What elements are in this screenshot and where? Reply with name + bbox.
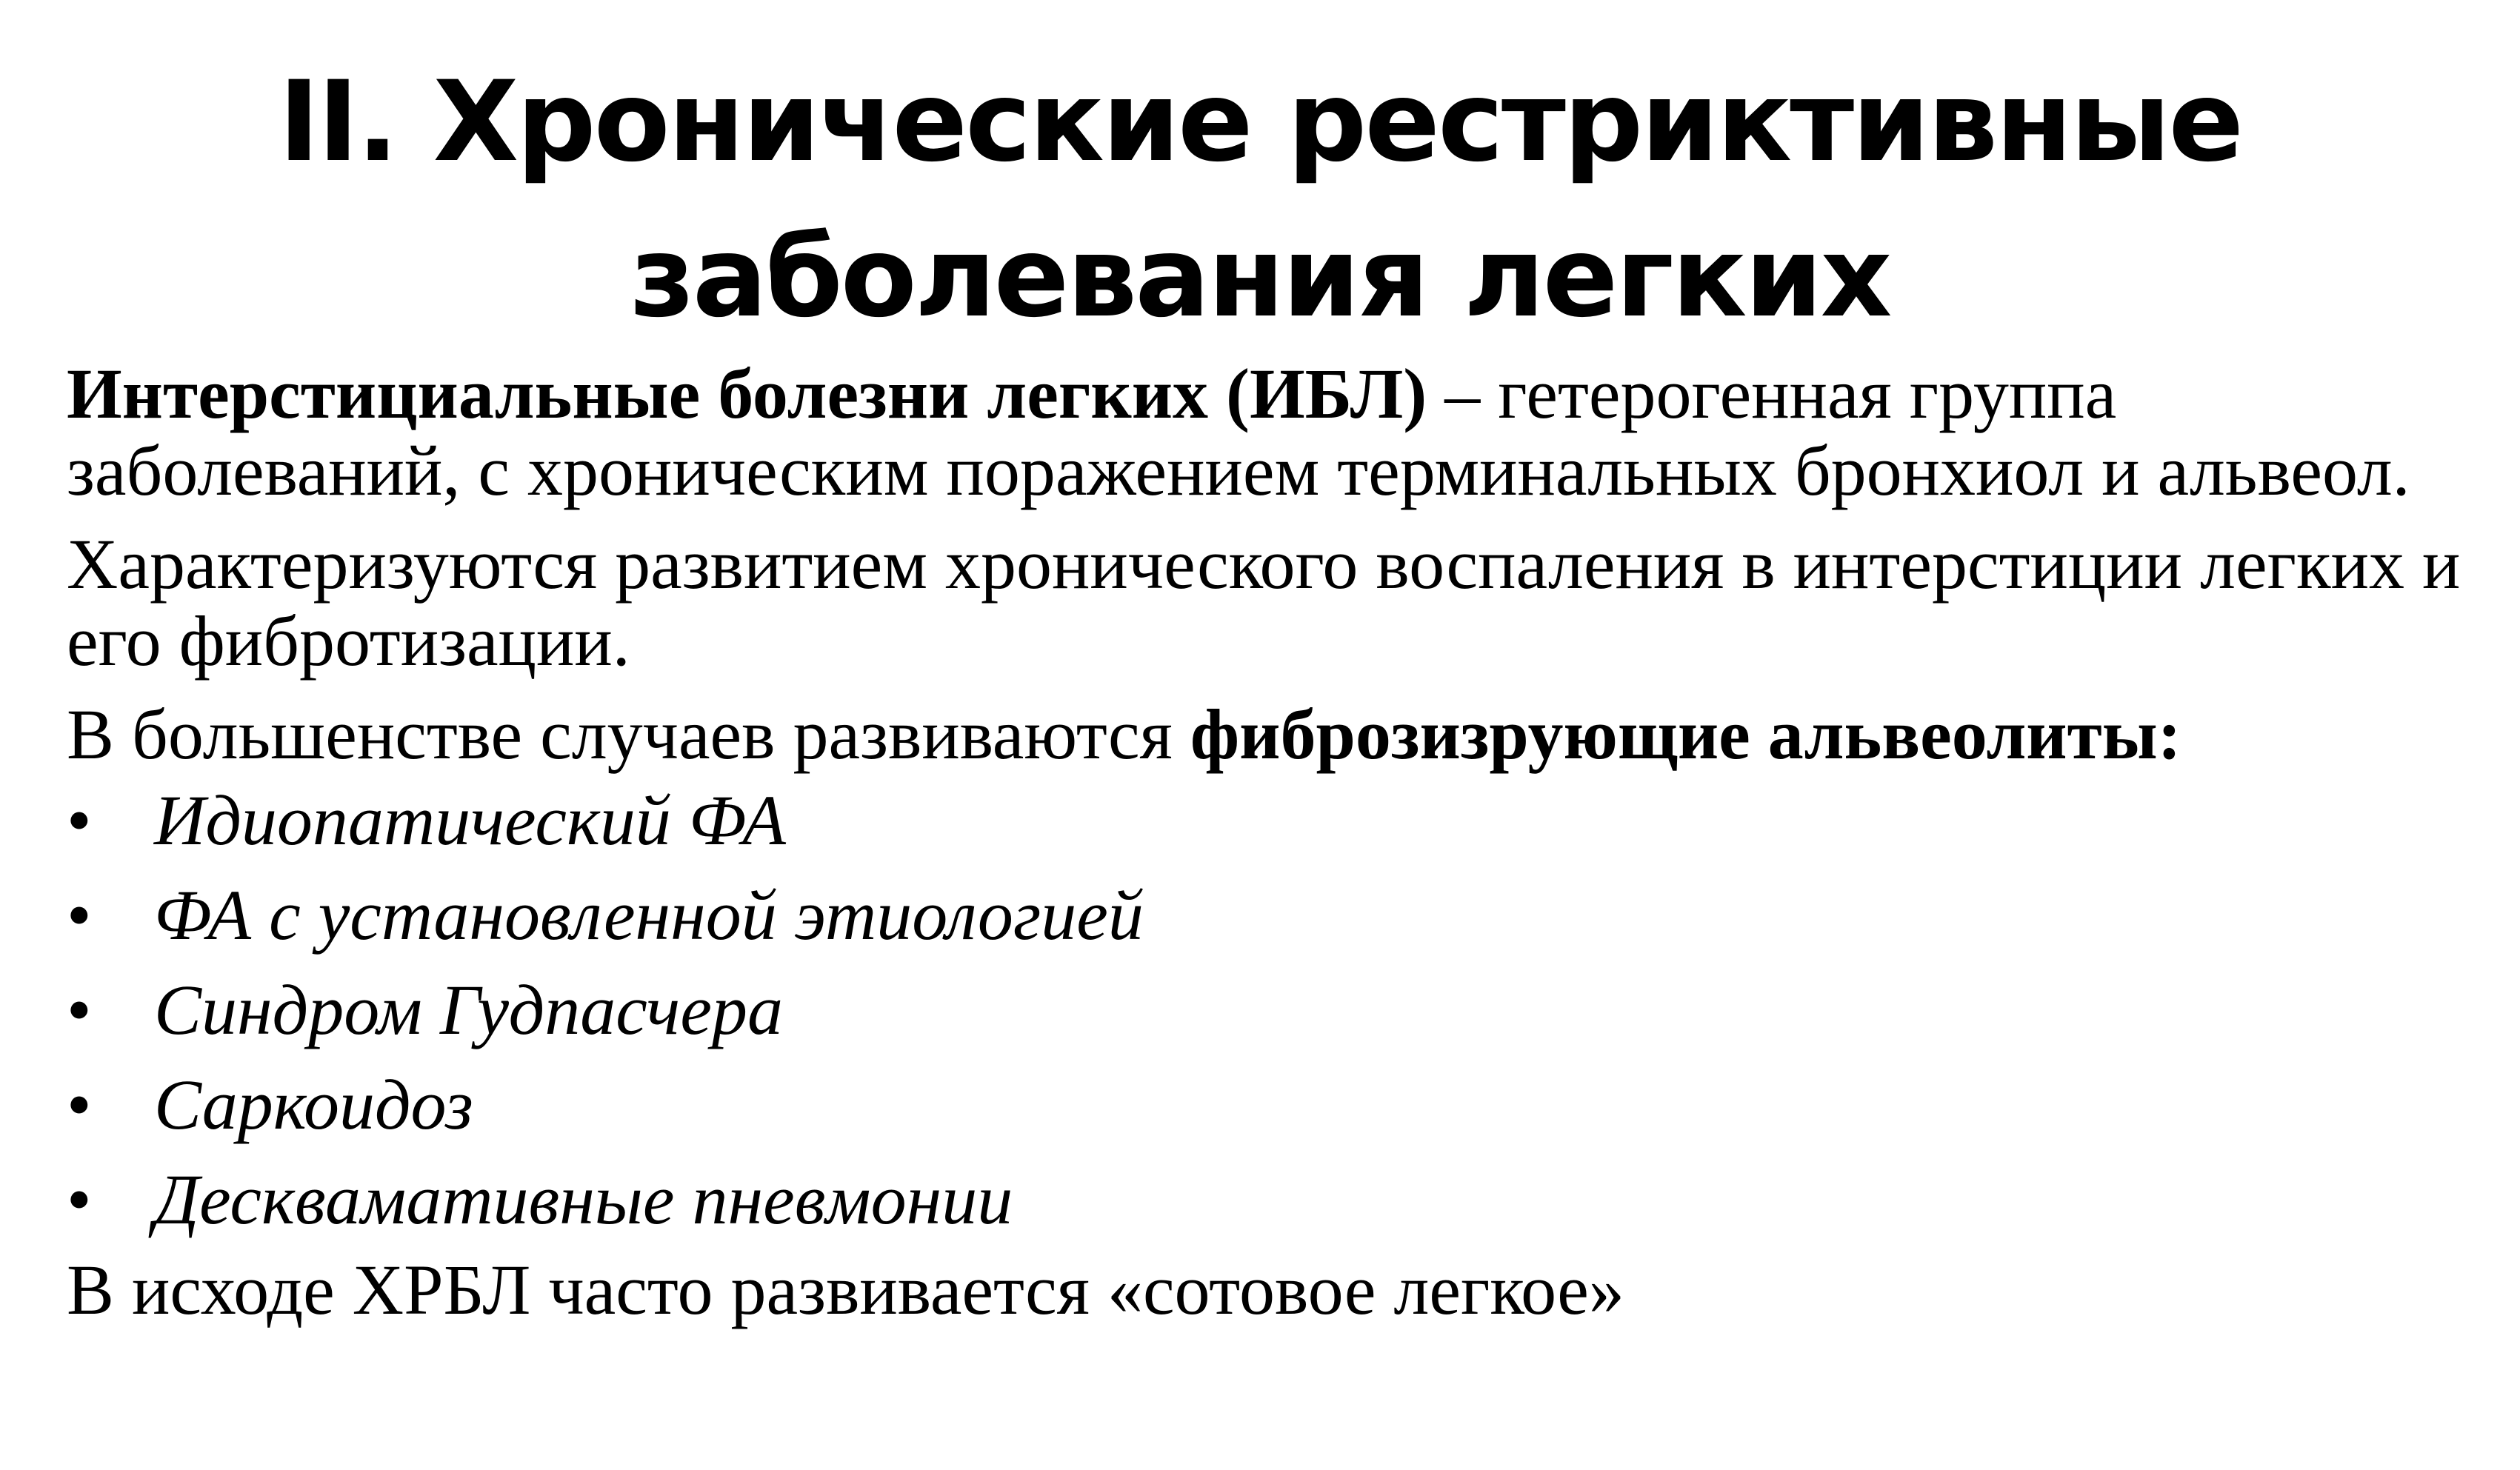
bullet-icon: • bbox=[67, 781, 92, 860]
alveolitis-term: фиброзизрующие альвеолиты: bbox=[1190, 695, 2181, 774]
list-item bbox=[67, 868, 2481, 963]
list-item-text: Десквамативные пневмонии bbox=[154, 1160, 1013, 1239]
title-line-1: II. Хронические рестриктивные bbox=[278, 58, 2242, 187]
characteristics-paragraph: Характеризуются развитием хронического воспаления в интерстиции легких и его фибротизации. bbox=[67, 524, 2461, 681]
bullet-icon: • bbox=[67, 970, 92, 1049]
list-item-text: Синдром Гудпасчера bbox=[154, 970, 783, 1049]
list-item-text: ФА с установленной этиологией bbox=[154, 875, 1144, 955]
list-item bbox=[67, 963, 2481, 1058]
alveolitis-list bbox=[67, 773, 2481, 1247]
title-line-2: заболевания легких bbox=[630, 213, 1890, 342]
bullet-icon: • bbox=[67, 1160, 92, 1239]
alveolitis-intro-text: В большенстве случаев развиваются bbox=[67, 695, 1190, 774]
alveolitis-intro bbox=[67, 696, 2481, 773]
list-item bbox=[67, 1058, 2481, 1152]
slide-title bbox=[0, 44, 2520, 355]
definition-text: – гетерогенная группа заболеваний, с хроническим поражением терминальных бронхиол и альвеол. bbox=[67, 354, 2410, 510]
closing-paragraph: В исходе ХРБЛ часто развивается «сотовое легкое» bbox=[67, 1250, 1624, 1329]
definition-term: Интерстициальные болезни легких (ИБЛ) bbox=[67, 354, 1427, 433]
slide-body bbox=[67, 355, 2481, 1345]
list-item bbox=[67, 773, 2481, 868]
list-item-text: Саркоидоз bbox=[154, 1065, 473, 1144]
list-item-text: Идиопатический ФА bbox=[154, 781, 786, 860]
bullet-icon: • bbox=[67, 875, 92, 955]
list-item bbox=[67, 1152, 2481, 1247]
definition-paragraph bbox=[67, 355, 2481, 510]
bullet-icon: • bbox=[67, 1065, 92, 1144]
